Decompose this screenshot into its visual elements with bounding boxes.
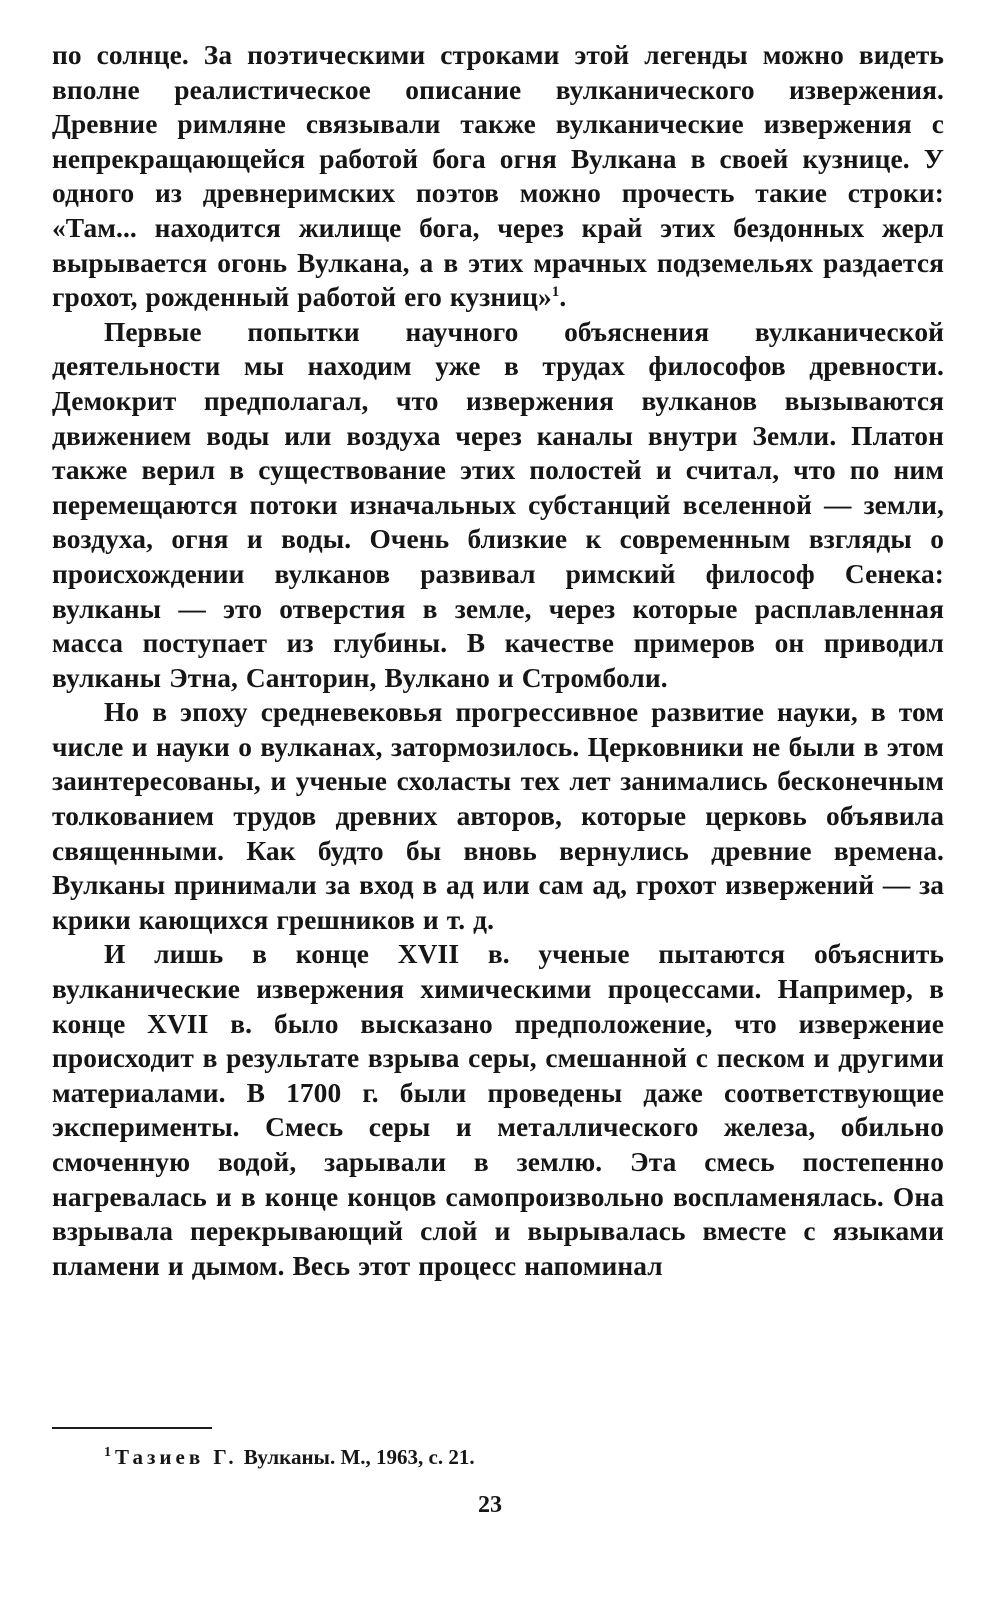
paragraph-ancient-philosophers: Первые попытки научного объяснения вулканической деятельности мы находим уже в трудах философов древности. Демокрит предполагал, что извержения вулканов вызываются движением воды или воздуха через каналы внутри Земли. Платон также верил в существование этих полостей и считал, что по ним перемещаются потоки изначальных субстанций вселенной — земли, воздуха, огня и воды. Очень близкие к современным взгляды о происхождении вулканов развивал римский философ Сенека: вулканы — это отверстия в земле, через которые расплавленная масса поступает из глубины. В качестве примеров он приводил вулканы Этна, Санторин, Вулкано и Стромболи. xyxy=(52,316,944,693)
footnote-mark: 1 xyxy=(104,1445,111,1460)
footnote-divider xyxy=(52,1427,212,1429)
page-number: 23 xyxy=(478,1492,502,1518)
footnote-reference[interactable]: 1 xyxy=(551,284,560,301)
footnote-citation: Вулканы. М., 1963, с. 21. xyxy=(243,1445,475,1469)
paragraph-text: по солнце. За поэтическими строками этой легенды можно видеть вполне реалистическое описание вулканического извержения. Древние римляне связывали также вулканические извержения с непрекращающейся работой бога огня Вулкана в своей кузнице. У одного из древнеримских поэтов можно прочесть такие строки: «Там... находится жилище бога, через край этих бездонных жерл вырывается огонь Вулкана, а в этих мрачных подземельях раздается грохот, рожденный работой его кузниц» xyxy=(52,40,944,313)
footnote xyxy=(104,1444,475,1470)
paragraph-seventeenth-century: И лишь в конце XVII в. ученые пытаются объяснить вулканические извержения химическими процессами. Например, в конце XVII в. было высказано предположение, что извержение происходит в результате взрыва серы, смешанной с песком и другими материалами. В 1700 г. были проведены даже соответствующие эксперименты. Смесь серы и металлического железа, обильно смоченную водой, зарывали в землю. Эта смесь постепенно нагревалась и в конце концов самопроизвольно воспламенялась. Она взрывала перекрывающий слой и вырывалась вместе с языками пламени и дымом. Весь этот процесс напоминал xyxy=(52,939,944,1281)
footnote-author: Тазиев Г. xyxy=(115,1445,238,1469)
paragraph-trailing-punctuation: . xyxy=(559,282,567,313)
paragraph-middle-ages: Но в эпоху средневековья прогрессивное развитие науки, в том числе и науки о вулканах, затормозилось. Церковники не были в этом заинтересованы, и ученые схоласты тех лет занимались бесконечным толкованием трудов древних авторов, которые церковь объявила священными. Как будто бы вновь вернулись древние времена. Вулканы принимали за вход в ад или сам ад, грохот извержений — за крики кающихся грешников и т. д. xyxy=(52,697,944,935)
page-body xyxy=(52,38,944,1283)
paragraph-legend xyxy=(52,38,944,315)
